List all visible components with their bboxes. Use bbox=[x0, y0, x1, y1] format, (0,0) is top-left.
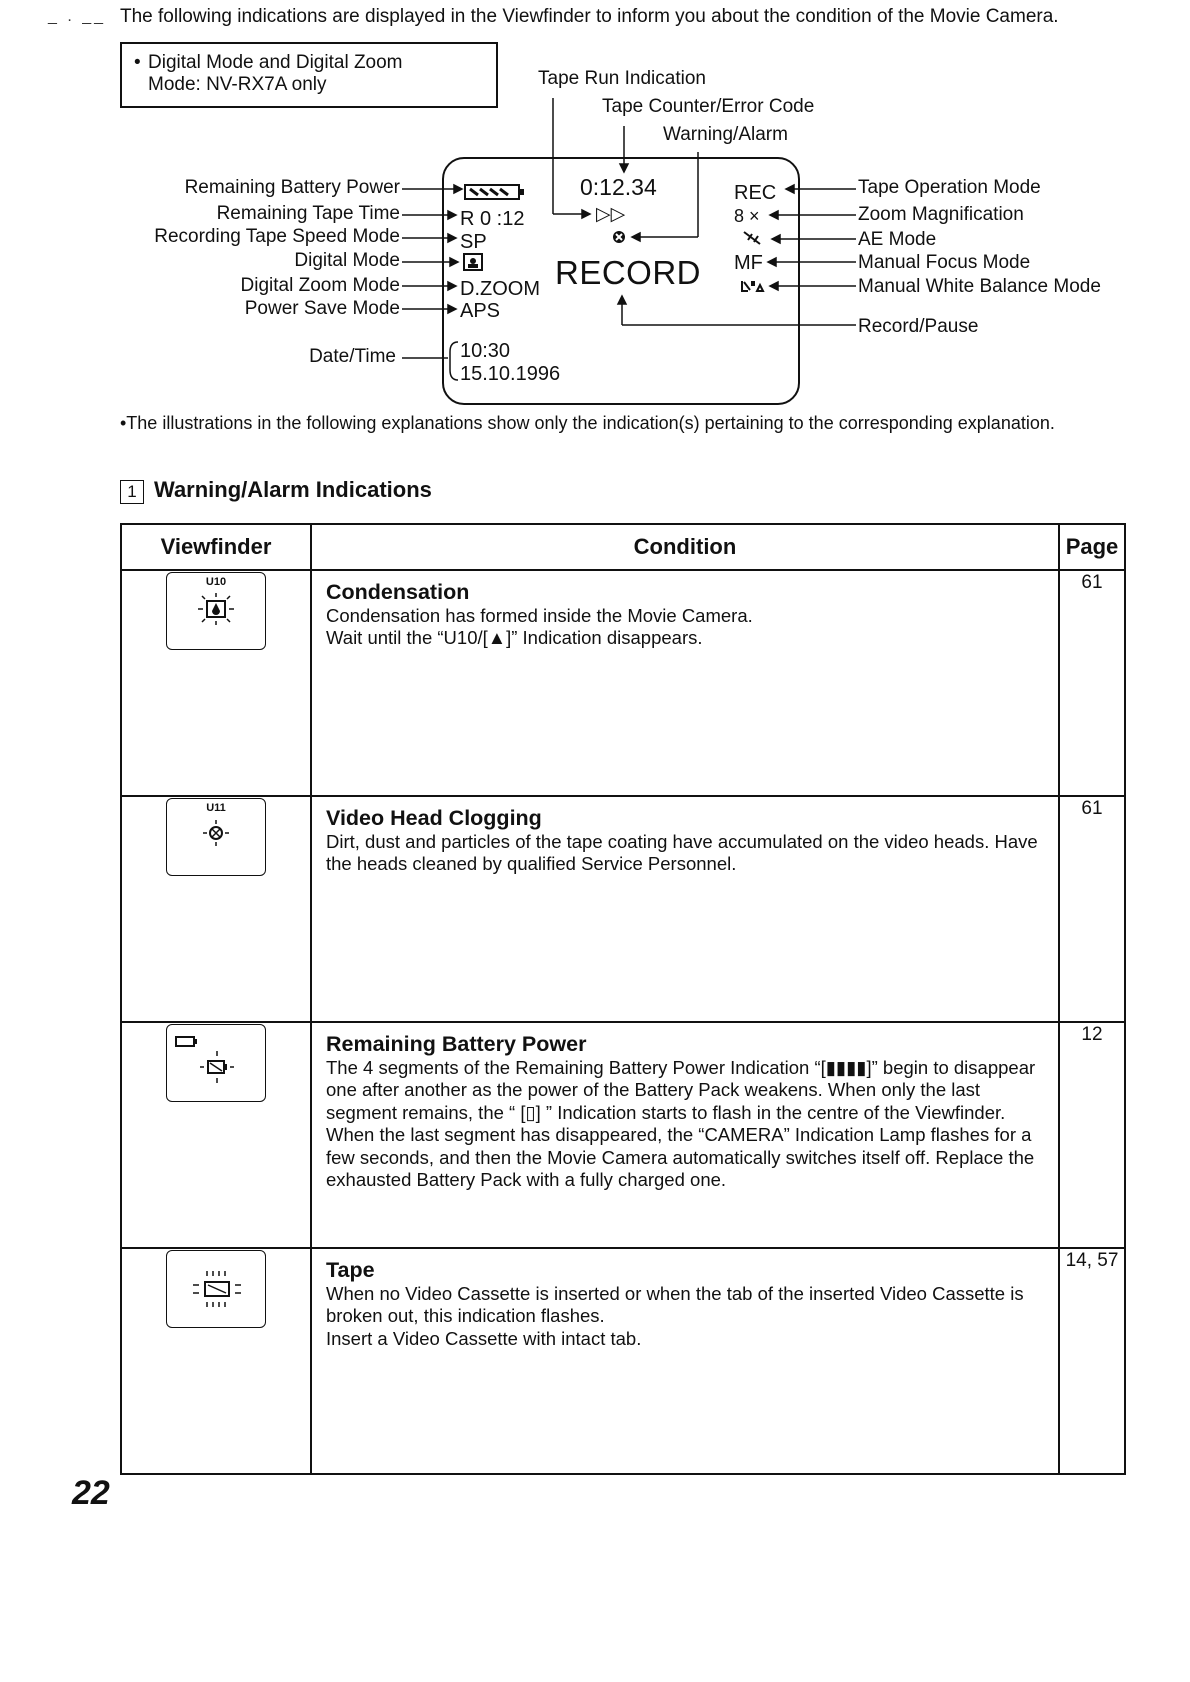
head-clog-icon bbox=[202, 819, 230, 847]
label-digital-mode: Digital Mode bbox=[294, 250, 400, 271]
header-condition: Condition bbox=[311, 524, 1059, 570]
tape-cassette-icon bbox=[191, 1269, 243, 1309]
label-ae-mode: AE Mode bbox=[858, 229, 937, 250]
table-row bbox=[121, 796, 1125, 1022]
note-line-2: Mode: NV-RX7A only bbox=[148, 74, 327, 95]
tape-run-symbol: ▷▷ bbox=[596, 204, 626, 225]
condition-line: Dirt, dust and particles of the tape coating have accumulated on the video heads. Have the heads cleaned by qualified Service Personnel. bbox=[326, 830, 1038, 874]
label-manual-white-balance: Manual White Balance Mode bbox=[858, 276, 1101, 297]
mini-viewfinder bbox=[166, 1024, 266, 1102]
table-header-row bbox=[121, 524, 1125, 570]
condition-title: Video Head Clogging bbox=[326, 806, 542, 830]
error-code: U11 bbox=[206, 802, 226, 814]
page-cell: 12 bbox=[1059, 1022, 1125, 1248]
illustration-note: •The illustrations in the following explanations show only the indication(s) pertaining to the corresponding explanation. bbox=[120, 413, 1055, 433]
condition-title: Condensation bbox=[326, 580, 470, 604]
error-code: U10 bbox=[205, 576, 227, 588]
page-number: 22 bbox=[72, 1474, 110, 1512]
label-record-pause: Record/Pause bbox=[858, 316, 979, 337]
label-power-save-mode: Power Save Mode bbox=[244, 298, 400, 319]
mini-viewfinder bbox=[166, 1250, 266, 1328]
tape-speed: SP bbox=[460, 231, 487, 253]
note-bullet: • bbox=[134, 52, 141, 73]
condition-line: Condensation has formed inside the Movie Camera. bbox=[326, 604, 753, 626]
page-cell: 61 bbox=[1059, 570, 1125, 796]
section-number: 1 bbox=[120, 480, 144, 504]
digital-zoom: D.ZOOM bbox=[460, 278, 540, 300]
condition-line: Wait until the “U10/[▲]” Indication disappears. bbox=[326, 627, 703, 648]
table-row bbox=[121, 1248, 1125, 1474]
page-cell: 61 bbox=[1059, 796, 1125, 1022]
manual-focus: MF bbox=[734, 252, 763, 274]
label-tape-operation-mode: Tape Operation Mode bbox=[858, 177, 1041, 198]
label-remaining-battery: Remaining Battery Power bbox=[184, 177, 400, 198]
label-tape-speed-mode: Recording Tape Speed Mode bbox=[154, 226, 400, 247]
header-page: Page bbox=[1059, 524, 1125, 570]
viewfinder-cell bbox=[121, 1248, 311, 1474]
label-zoom-magnification: Zoom Magnification bbox=[858, 204, 1024, 225]
note-line-1: Digital Mode and Digital Zoom bbox=[148, 52, 403, 73]
mini-viewfinder bbox=[166, 798, 266, 876]
label-tape-run: Tape Run Indication bbox=[538, 68, 706, 89]
label-warning-alarm: Warning/Alarm bbox=[663, 124, 788, 145]
warning-table bbox=[120, 523, 1126, 1475]
viewfinder-cell bbox=[121, 1022, 311, 1248]
condition-line: When no Video Cassette is inserted or when the tab of the inserted Video Cassette is broken out, this indication flashes. bbox=[326, 1282, 1024, 1326]
condition-title: Tape bbox=[326, 1258, 375, 1282]
intro-text: The following indications are displayed in the Viewfinder to inform you about the condition of the Movie Camera. bbox=[120, 6, 1059, 27]
label-tape-counter: Tape Counter/Error Code bbox=[602, 96, 815, 117]
rec-indicator: REC bbox=[734, 182, 777, 204]
date: 15.10.1996 bbox=[460, 363, 561, 385]
label-remaining-tape-time: Remaining Tape Time bbox=[216, 203, 400, 224]
battery-outline-icon bbox=[175, 1035, 199, 1049]
mini-viewfinder bbox=[166, 572, 266, 650]
battery-empty-flash-icon bbox=[199, 1049, 235, 1085]
condition-cell bbox=[311, 796, 1059, 1022]
section-title bbox=[120, 477, 432, 504]
table-row bbox=[121, 570, 1125, 796]
zoom-magnification: 8 × bbox=[734, 206, 760, 226]
page-cell: 14, 57 bbox=[1059, 1248, 1125, 1474]
margin-dash: _ . __ bbox=[48, 8, 107, 25]
condition-title: Remaining Battery Power bbox=[326, 1032, 587, 1056]
section-title-text: Warning/Alarm Indications bbox=[154, 477, 432, 502]
condition-line: Insert a Video Cassette with intact tab. bbox=[326, 1327, 642, 1349]
record-indicator: RECORD bbox=[555, 254, 702, 291]
condition-line: The 4 segments of the Remaining Battery Power Indication “[▮▮▮▮]” begin to disappear one after another as the power of the Battery Pack weakens. When only the last segment remains, the “ [▯] ” Indication starts to flash in the centre of the Viewfinder. When the last segment has disappeared, the “CAMERA” Indication Lamp flashes for a few seconds, and then the Movie Camera automatically switches itself off. Replace the exhausted Battery Pack with a fully charged one. bbox=[326, 1056, 1036, 1190]
condensation-icon bbox=[196, 591, 236, 627]
header-viewfinder: Viewfinder bbox=[121, 524, 311, 570]
viewfinder-cell bbox=[121, 796, 311, 1022]
condition-cell bbox=[311, 1022, 1059, 1248]
viewfinder-cell bbox=[121, 570, 311, 796]
condition-cell bbox=[311, 1248, 1059, 1474]
power-save: APS bbox=[460, 300, 501, 322]
condition-cell bbox=[311, 570, 1059, 796]
label-digital-zoom-mode: Digital Zoom Mode bbox=[240, 275, 400, 296]
label-date-time: Date/Time bbox=[309, 346, 396, 367]
leader-lines bbox=[0, 0, 1190, 420]
tape-counter: 0:12.34 bbox=[580, 174, 657, 200]
remaining-tape-time: R 0 :12 bbox=[460, 208, 525, 230]
time: 10:30 bbox=[460, 340, 511, 362]
table-row bbox=[121, 1022, 1125, 1248]
label-manual-focus-mode: Manual Focus Mode bbox=[858, 252, 1031, 273]
